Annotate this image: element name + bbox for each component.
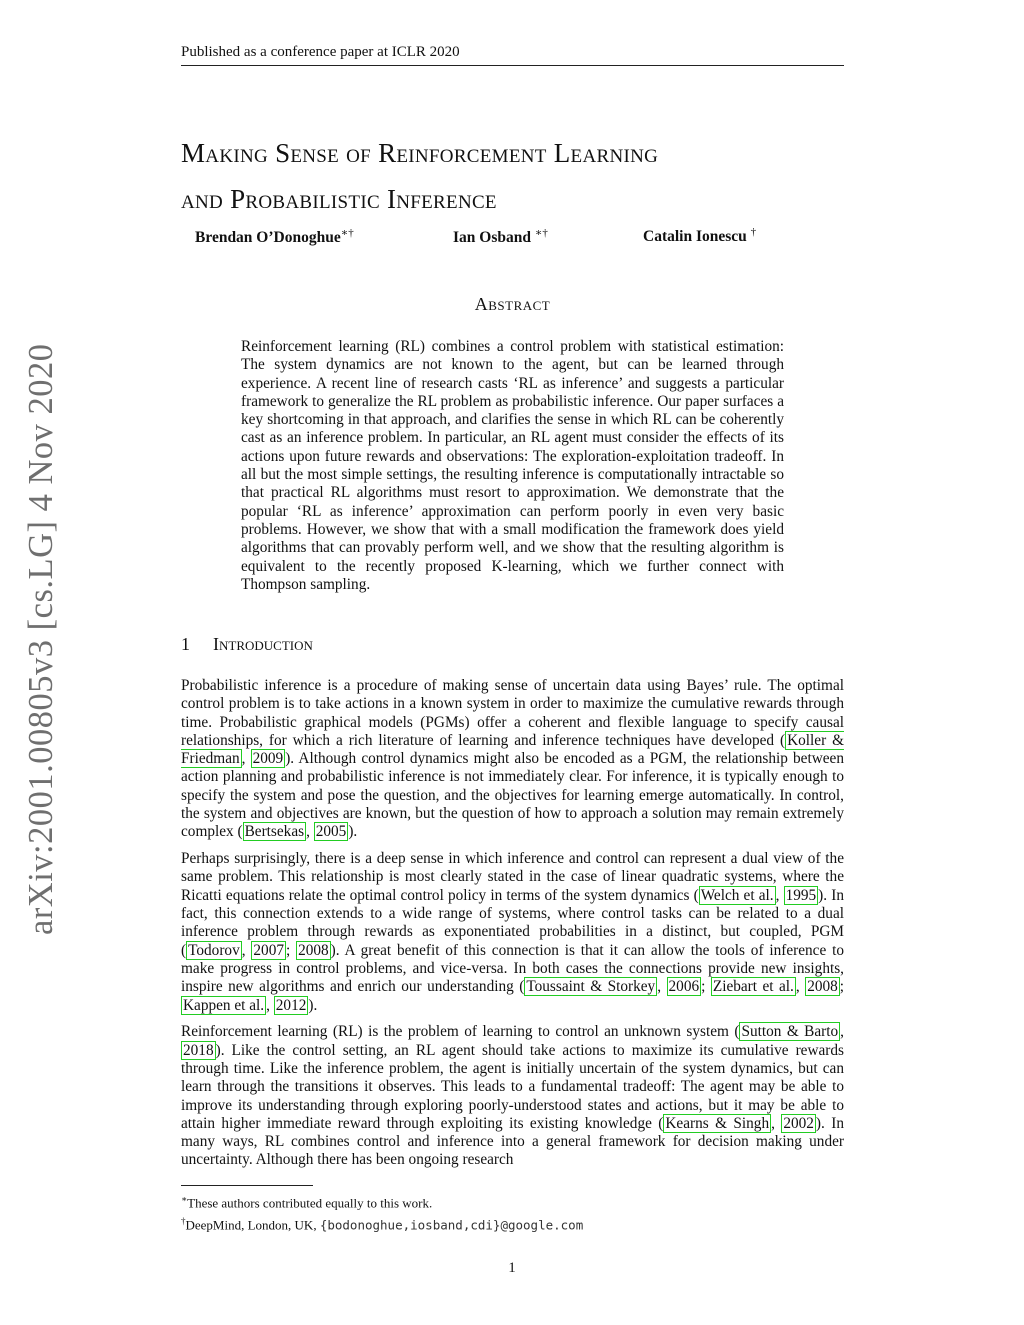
title-line-1: Making Sense of Reinforcement Learning <box>181 138 659 168</box>
paragraph-text: Reinforcement learning (RL) is the problem of learning to control an unknown system ( <box>181 1023 740 1041</box>
citation-separator: , <box>795 978 806 996</box>
citation-link[interactable]: Ziebart et al. <box>712 978 794 996</box>
introduction-body <box>181 677 844 1178</box>
paragraph-text: ). In many ways, RL combines control and inference into a general framework for decision making under uncertainty. Although there has been ongoing research <box>181 1114 844 1169</box>
citation-link[interactable]: 2012 <box>275 996 307 1014</box>
citation-link[interactable]: 2006 <box>668 978 700 996</box>
author-affiliation-mark: ∗† <box>340 227 354 239</box>
citation-link[interactable]: 2002 <box>783 1114 814 1132</box>
author-1 <box>195 226 354 247</box>
citation-separator: , <box>771 1114 782 1132</box>
section-number: 1 <box>181 634 190 654</box>
page-number: 1 <box>508 1260 516 1276</box>
citation-separator: , <box>657 978 667 996</box>
paragraph-text: ). Like the control setting, an RL agent should take actions to maximize its cumulative rewards through time. Like the inference problem, the agent is initially uncertain of the system dynamics, but can learn through the transitions it observes. This leads to a fundamental tradeoff: The agent may be able to improve its understanding through exploring poorly-understood states and actions, but it may be able to attain higher immediate reward through exploiting its existing knowledge ( <box>181 1041 844 1132</box>
author-3 <box>643 226 756 246</box>
citation-separator: ; <box>839 978 845 996</box>
citation-link[interactable]: Kappen et al. <box>183 996 265 1014</box>
citation-link[interactable]: 2009 <box>252 750 284 768</box>
paragraph-text: ). <box>348 823 358 841</box>
citation-link[interactable]: Kearns & Singh <box>665 1114 770 1132</box>
footnotes <box>181 1190 583 1235</box>
citation-link[interactable]: Sutton & Barto <box>741 1023 839 1041</box>
running-head: Published as a conference paper at ICLR 2020 <box>181 44 460 60</box>
citation-link[interactable]: Toussaint & Storkey <box>526 978 656 996</box>
author-name: Catalin Ionescu <box>643 228 747 246</box>
author-name: Brendan O’Donoghue <box>195 229 341 247</box>
author-affiliation-mark: † <box>750 226 757 238</box>
citation-link[interactable]: Welch et al. <box>700 886 774 904</box>
citation-separator: , <box>840 1023 844 1041</box>
paragraph-text: ). In fact, this connection extends to a wide range of systems, where control tasks can be related to a dual inference problem through rewards as exponentiated probabilities in a distinct, but coupled, PGM ( <box>181 886 844 959</box>
author-emails: {bodonoghue,iosband,cdi}@google.com <box>319 1217 584 1233</box>
citation-separator: , <box>241 941 252 959</box>
paragraph <box>181 1023 844 1169</box>
header-rule <box>181 65 844 66</box>
paragraph-text: Probabilistic inference is a procedure of making sense of uncertain data using Bayes’ rule. The optimal control problem is to take actions in a known system in order to maximize the cumulative rewards through time. Probabilistic graphical models (PGMs) offer a coherent and flexible language to specify causal relationships, for which a rich literature of learning and inference techniques have developed ( <box>181 677 844 749</box>
abstract-text: Reinforcement learning (RL) combines a control problem with statistical estimation: The system dynamics are not known to the agent, but can be learned through experience. A recent line of research casts ‘RL as inference’ and suggests a particular framework to generalize the RL problem as probabilistic inference. Our paper surfaces a key shortcoming in that approach, and clarifies the sense in which RL can be coherently cast as an inference problem. In particular, an RL agent must consider the effects of its actions upon future rewards and observations: The exploration-exploitation tradeoff. In all but the most simple settings, the resulting inference is computationally intractable so that practical RL algorithms must resort to approximation. We demonstrate that the popular ‘RL as inference’ approximation can perform poorly in even very basic problems. However, we show that with a small modification the framework does yield algorithms that can provably perform well, and we show that the resulting algorithm is equivalent to the recently proposed K-learning, which we further connect with Thompson sampling. <box>241 338 784 593</box>
footnote-text: DeepMind, London, UK, <box>185 1217 320 1233</box>
author-name: Ian Osband <box>453 229 531 247</box>
footnote-1 <box>181 1190 583 1212</box>
paragraph-text: ). Although control dynamics might also be encoded as a PGM, the relationship between action planning and probabilistic inference is not immediately clear. For inference, it is typically enough to specify the system and pose the question, and the objectives for learning emerge automatically. In control, the system and objectives are known, but the question of how to approach a solution may remain extremely complex ( <box>181 750 844 841</box>
citation-separator: , <box>775 886 784 904</box>
paragraph-text: ). A great benefit of this connection is that it can allow the tools of inference to make progress in control problems, and vice-versa. In both cases the connections provide new insights, inspire new algorithms and enrich our understanding ( <box>181 941 844 996</box>
author-2 <box>453 226 548 247</box>
footnote-rule <box>181 1185 313 1186</box>
author-affiliation-mark: ∗† <box>534 227 548 239</box>
citation-link[interactable]: 1995 <box>785 886 817 904</box>
citation-link[interactable]: Koller & Friedman <box>181 731 844 768</box>
paper-title <box>181 130 881 222</box>
citation-link[interactable]: 2008 <box>807 978 838 996</box>
footnote-2 <box>181 1212 583 1234</box>
paragraph-text: ). <box>308 996 318 1014</box>
citation-separator: , <box>266 996 274 1014</box>
section-heading <box>181 634 313 655</box>
abstract-heading: Abstract <box>474 294 551 314</box>
paragraph-text: Perhaps surprisingly, there is a deep sense in which inference and control can represent a dual view of the same problem. This relationship is most clearly stated in the case of linear quadratic systems, where the Ricatti equations relate the optimal control policy in terms of the system dynamics ( <box>181 850 844 904</box>
section-title: Introduction <box>213 634 313 654</box>
citation-link[interactable]: Bertsekas <box>244 823 305 841</box>
paragraph <box>181 677 844 842</box>
citation-separator: ; <box>285 941 297 959</box>
citation-link[interactable]: 2007 <box>253 941 284 959</box>
citation-separator: ; <box>701 978 711 996</box>
footnote-text: These authors contributed equally to this work. <box>187 1195 433 1211</box>
arxiv-identifier-stamp: arXiv:2001.00805v3 [cs.LG] 4 Nov 2020 <box>22 343 60 935</box>
title-line-2: and Probabilistic Inference <box>181 184 497 214</box>
paragraph <box>181 850 844 1015</box>
citation-link[interactable]: Todorov <box>188 941 240 959</box>
footnote-mark: ∗ <box>181 1194 188 1204</box>
citation-link[interactable]: 2005 <box>315 823 347 841</box>
footnote-mark: † <box>181 1216 186 1227</box>
citation-separator: , <box>306 823 314 841</box>
citation-separator: , <box>241 750 251 768</box>
citation-link[interactable]: 2018 <box>183 1041 214 1059</box>
citation-link[interactable]: 2008 <box>298 941 329 959</box>
